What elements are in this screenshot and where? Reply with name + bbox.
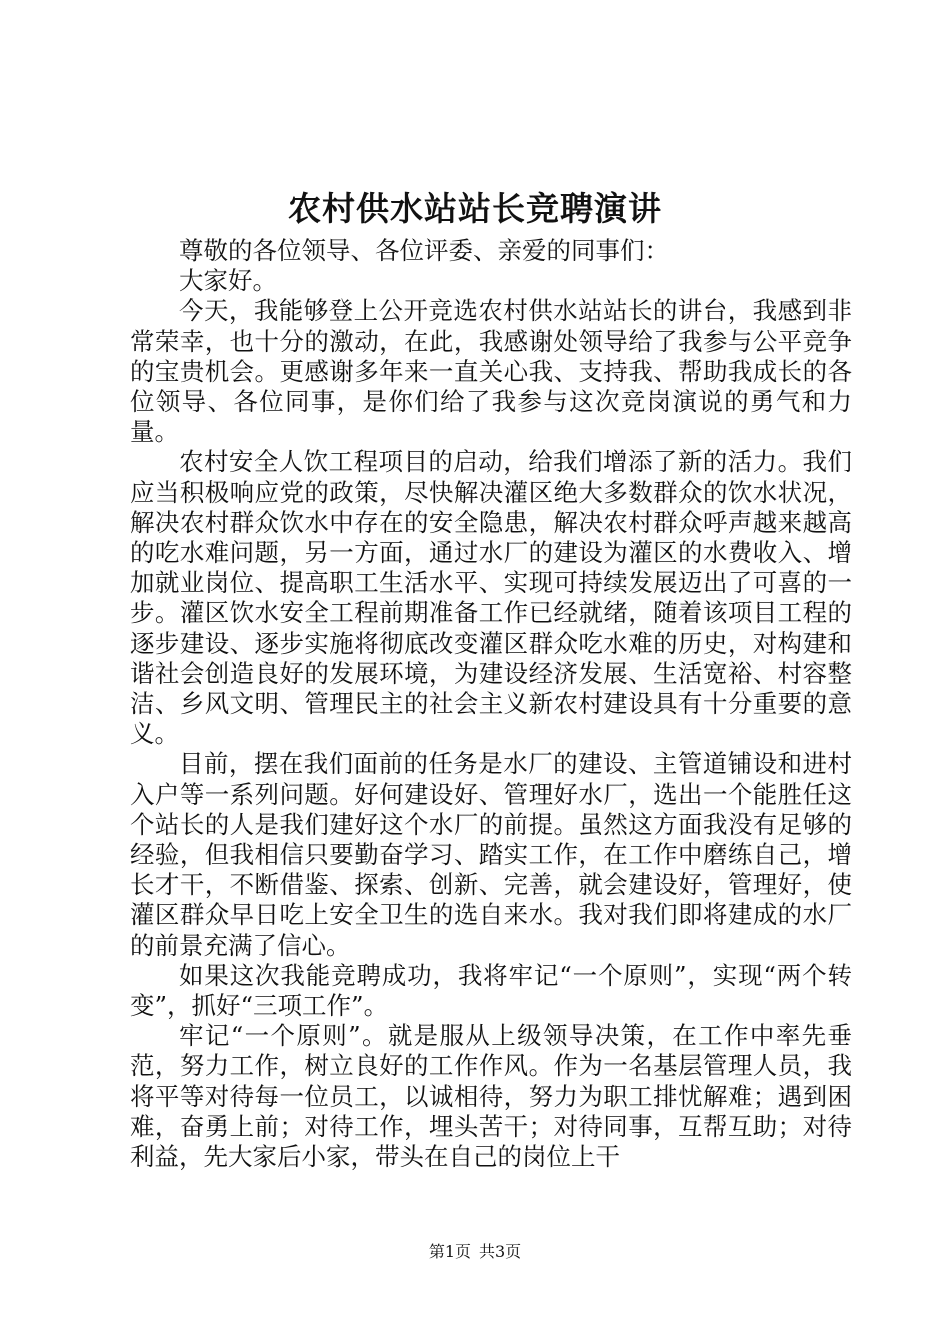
body-paragraph: 牢记“一个原则”。就是服从上级领导决策，在工作中率先垂范，努力工作，树立良好的工作作风。作为一名基层管理人员，我将平等对待每一位员工，以诚相待，努力为职工排忧解难；遇到困难，奋勇上前；对待工作，埋头苦干；对待同事，互帮互助；对待利益，先大家后小家，带头在自己的岗位上干	[130, 1021, 852, 1172]
body-paragraph: 目前，摆在我们面前的任务是水厂的建设、主管道铺设和进村入户等一系列问题。好何建设好、管理好水厂，选出一个能胜任这个站长的人是我们建好这个水厂的前提。虽然这方面我没有足够的经验，但我相信只要勤奋学习、踏实工作，在工作中磨练自己，增长才干，不断借鉴、探索、创新、完善，就会建设好，管理好，使灌区群众早日吃上安全卫生的选自来水。我对我们即将建成的水厂的前景充满了信心。	[130, 749, 852, 960]
body-paragraph: 今天，我能够登上公开竞选农村供水站站长的讲台，我感到非常荣幸，也十分的激动，在此，我感谢处领导给了我参与公平竞争的宝贵机会。更感谢多年来一直关心我、支持我、帮助我成长的各位领导、各位同事，是你们给了我参与这次竞岗演说的勇气和力量。	[130, 296, 852, 447]
page-footer	[0, 1240, 950, 1264]
body-paragraph: 农村安全人饮工程项目的启动，给我们增添了新的活力。我们应当积极响应党的政策，尽快解决灌区绝大多数群众的饮水状况，解决农村群众饮水中存在的安全隐患，解决农村群众呼声越来越高的吃水难问题，另一方面，通过水厂的建设为灌区的水费收入、增加就业岗位、提高职工生活水平、实现可持续发展迈出了可喜的一步。灌区饮水安全工程前期准备工作已经就绪，随着该项目工程的逐步建设、逐步实施将彻底改变灌区群众吃水难的历史，对构建和谐社会创造良好的发展环境，为建设经济发展、生活宽裕、村容整洁、乡风文明、管理民主的社会主义新农村建设具有十分重要的意义。	[130, 447, 852, 749]
body-paragraph: 如果这次我能竞聘成功，我将牢记“一个原则”，实现“两个转变”，抓好“三项工作”。	[130, 960, 852, 1021]
greeting-paragraph: 大家好。	[179, 266, 277, 296]
document-body	[130, 236, 852, 1172]
page-total: 共3页	[479, 1242, 522, 1261]
document-title: 农村供水站站长竞聘演讲	[288, 189, 662, 228]
page-number: 第1页	[428, 1242, 471, 1261]
salutation-paragraph: 尊敬的各位领导、各位评委、亲爱的同事们：	[179, 236, 669, 265]
